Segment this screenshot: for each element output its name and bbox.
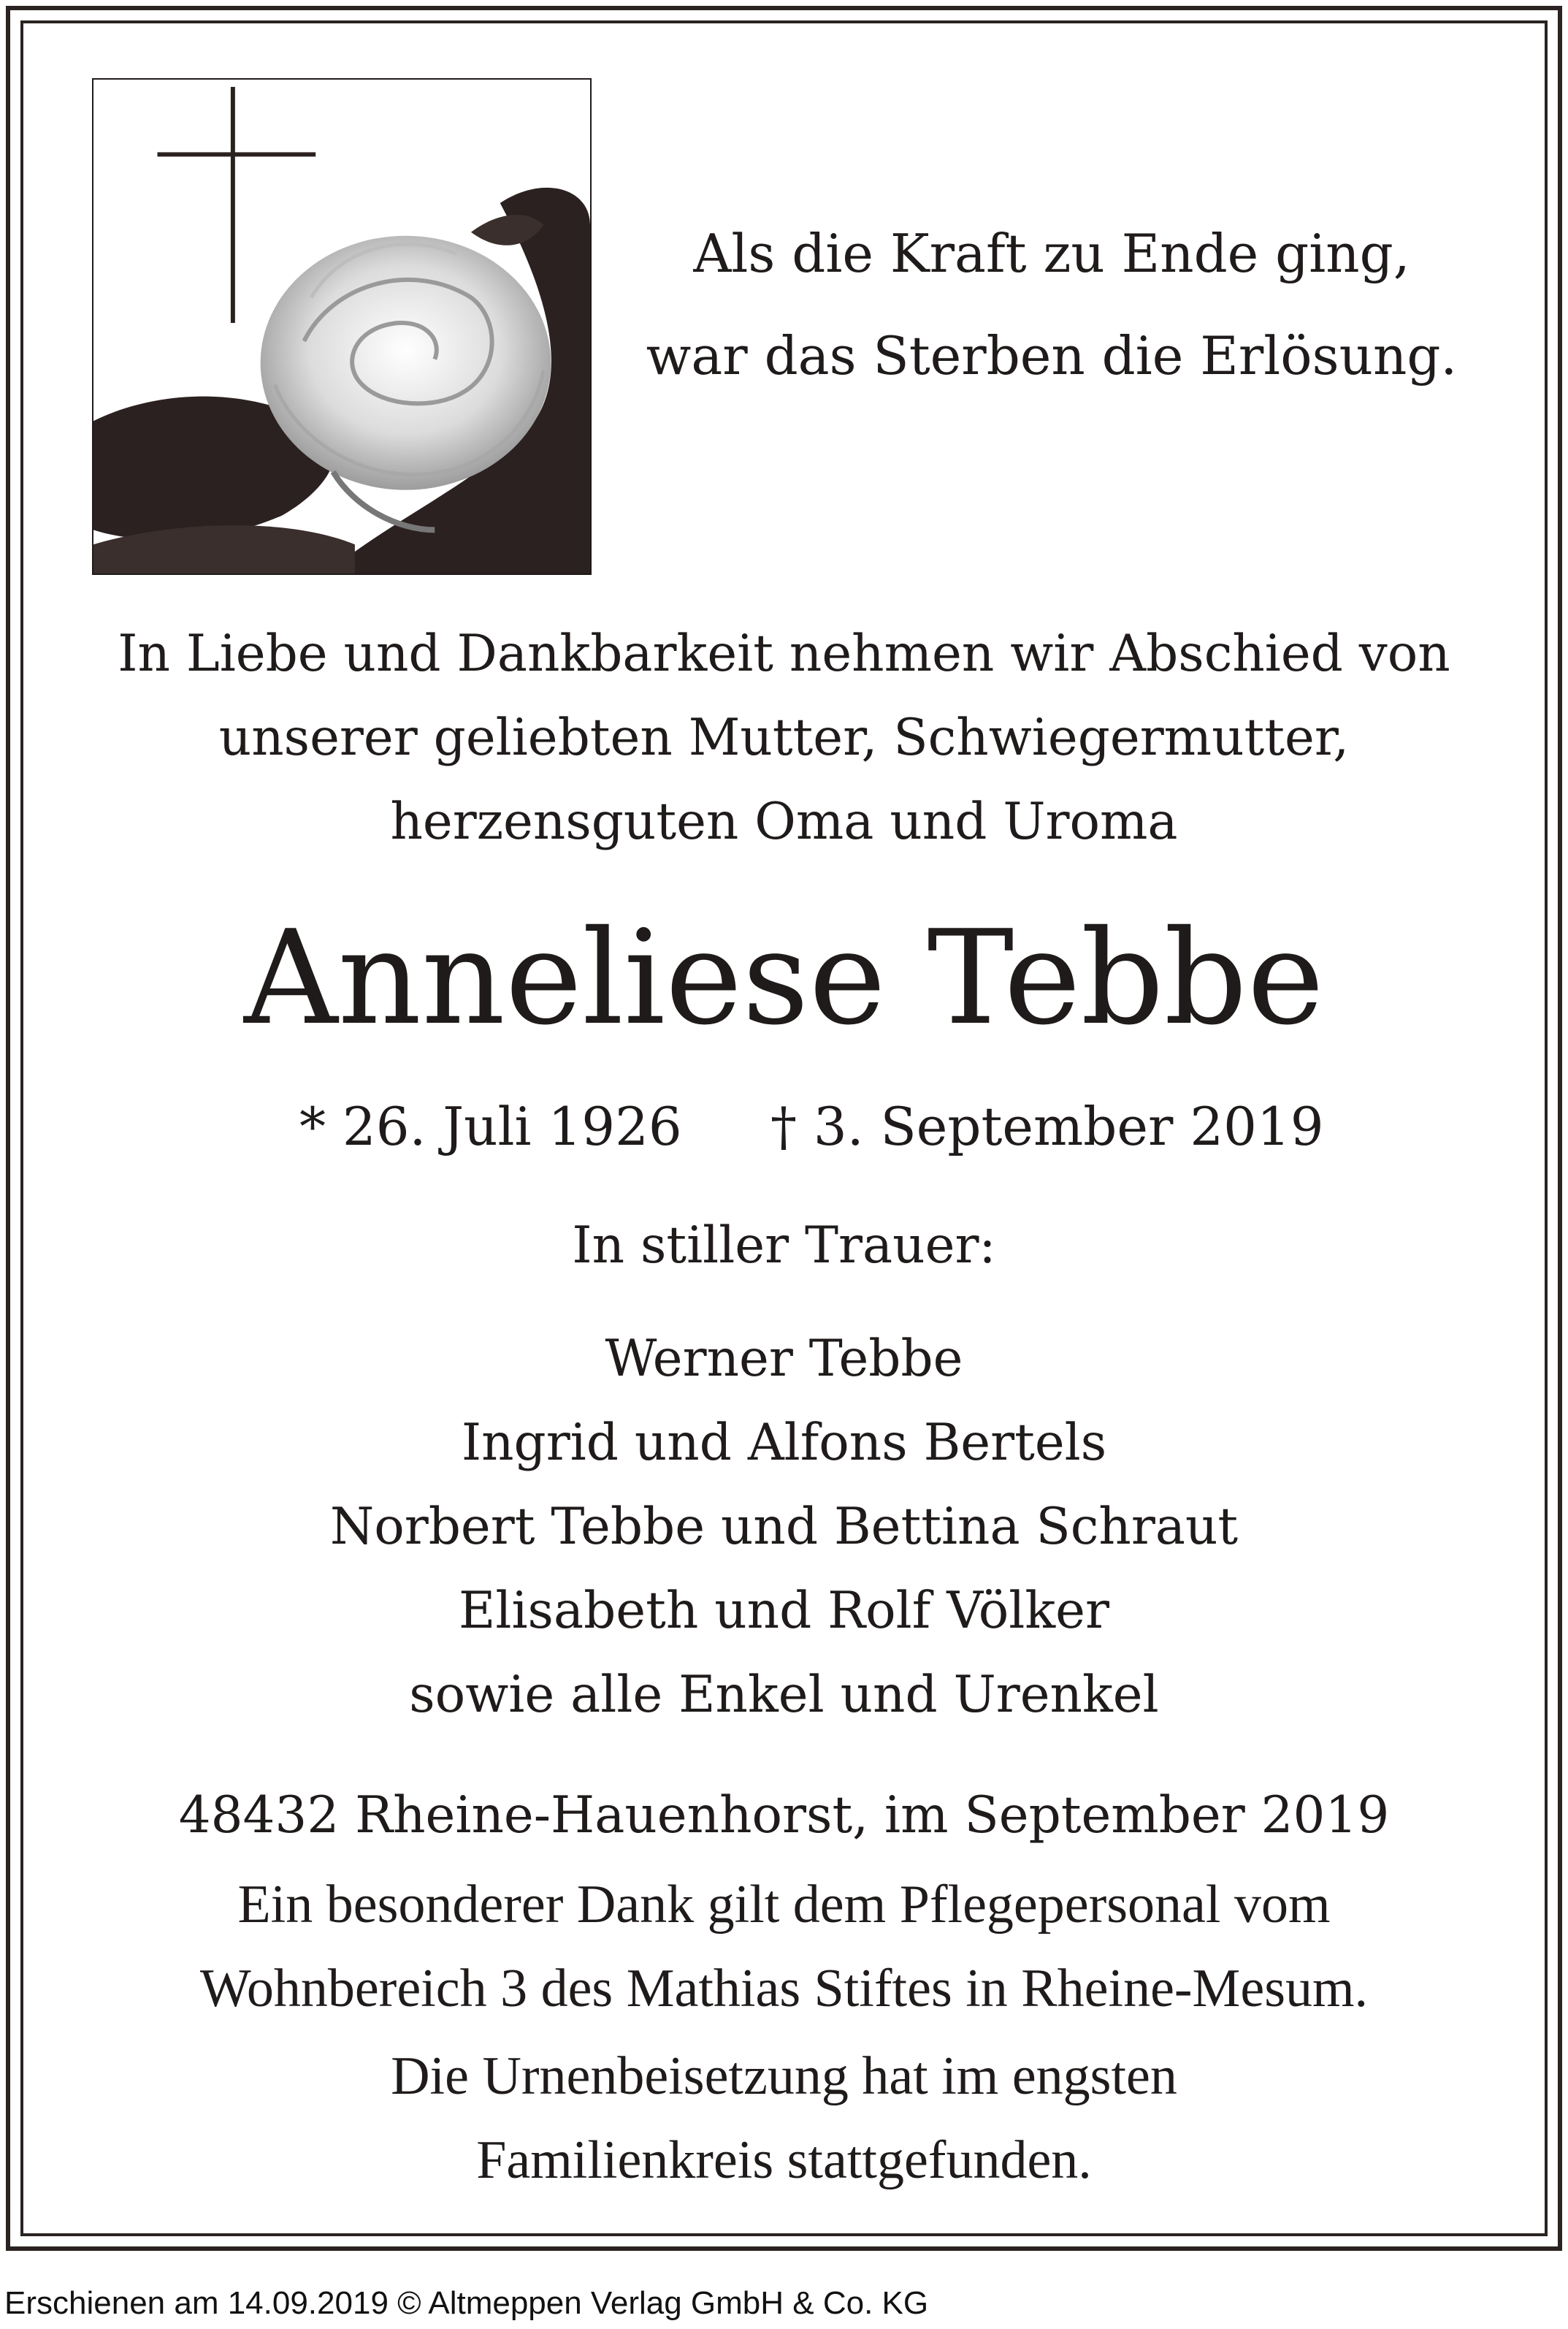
deceased-name: Anneliese Tebbe <box>243 902 1325 1053</box>
death-date: † 3. September 2019 <box>770 1096 1324 1157</box>
verse-line-1: Als die Kraft zu Ende ging, <box>693 223 1410 284</box>
intro-line-1: In Liebe und Dankbarkeit nehmen wir Abschied von <box>118 625 1450 683</box>
mourner-name: Norbert Tebbe und Bettina Schraut <box>329 1498 1239 1556</box>
life-dates <box>0 1096 1568 1169</box>
mourners-heading: In stiller Trauer: <box>572 1216 996 1275</box>
verse-line-2: war das Sterben die Erlösung. <box>646 325 1458 386</box>
publication-footer: Erschienen am 14.09.2019 © Altmeppen Verlag GmbH & Co. KG <box>4 2285 929 2321</box>
intro-line-3: herzensguten Oma und Uroma <box>390 793 1178 851</box>
intro-line-2: unserer geliebten Mutter, Schwiegermutter, <box>218 709 1350 767</box>
thanks-line-1: Ein besonderer Dank gilt dem Pflegepersonal vom <box>237 1875 1331 1935</box>
mourner-name: Elisabeth und Rolf Völker <box>459 1582 1109 1640</box>
birth-date: * 26. Juli 1926 <box>299 1096 682 1157</box>
mourner-name: Werner Tebbe <box>605 1330 963 1388</box>
mourner-name: sowie alle Enkel und Urenkel <box>409 1666 1159 1724</box>
burial-note-line-1: Die Urnenbeisetzung hat im engsten <box>391 2046 1177 2106</box>
cross-and-rose-icon <box>93 80 590 573</box>
burial-note-line-2: Familienkreis stattgefunden. <box>476 2130 1092 2190</box>
mourner-name: Ingrid und Alfons Bertels <box>461 1414 1107 1472</box>
cross-and-rose-image <box>92 78 592 575</box>
place-and-date: 48432 Rheine-Hauenhorst, im September 2019 <box>178 1786 1390 1845</box>
thanks-line-2: Wohnbereich 3 des Mathias Stiftes in Rheine-Mesum. <box>199 1959 1369 2019</box>
